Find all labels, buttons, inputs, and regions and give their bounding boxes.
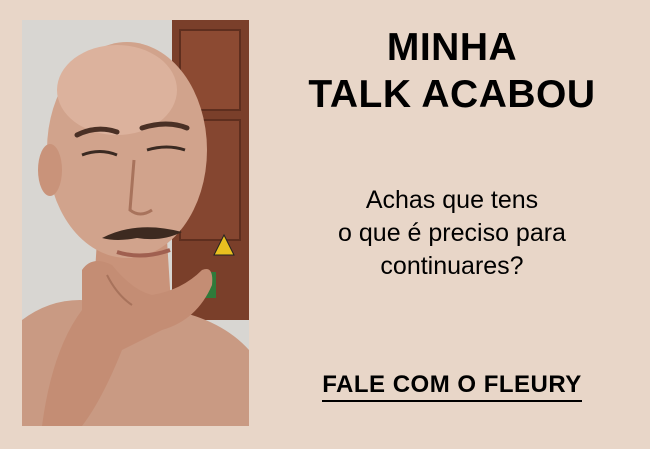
question-text xyxy=(262,184,642,283)
portrait-photo xyxy=(22,20,249,426)
headline xyxy=(262,24,642,118)
cta-label: FALE COM O FLEURY xyxy=(322,371,582,402)
call-to-action xyxy=(262,370,642,400)
headline-line-1: MINHA xyxy=(386,26,518,69)
question-line-3: continuares? xyxy=(380,252,524,280)
headline-line-2: TALK ACABOU xyxy=(308,73,596,116)
question-line-2: o que é preciso para xyxy=(338,219,566,247)
question-line-1: Achas que tens xyxy=(365,186,539,214)
